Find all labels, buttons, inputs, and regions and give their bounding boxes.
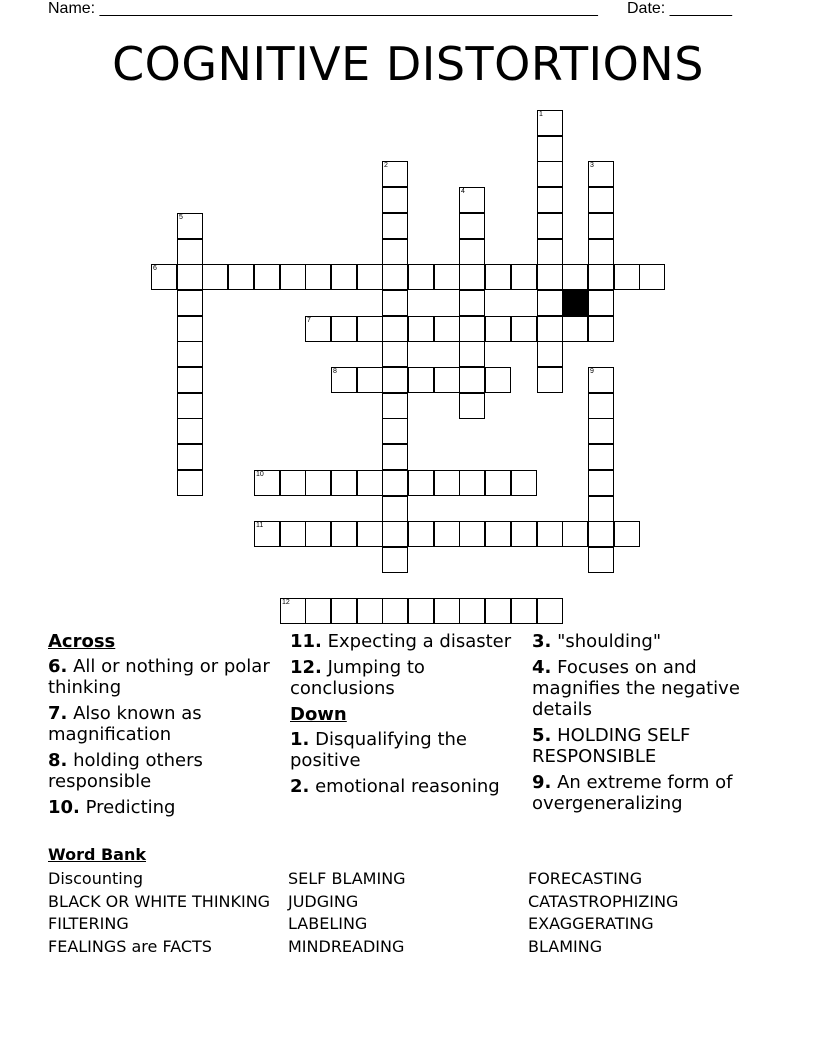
crossword-cell[interactable] [485, 521, 511, 547]
crossword-cell[interactable] [459, 187, 485, 213]
crossword-cell[interactable] [459, 290, 485, 316]
word-bank-column-2 [288, 868, 406, 959]
crossword-cell[interactable] [382, 444, 408, 470]
crossword-cell[interactable] [511, 470, 537, 496]
crossword-cell[interactable] [254, 470, 280, 496]
crossword-cell[interactable] [305, 264, 331, 290]
word-bank-item: BLACK OR WHITE THINKING [48, 891, 271, 911]
crossword-cell[interactable] [434, 264, 460, 290]
crossword-cell[interactable] [459, 367, 485, 393]
crossword-cell[interactable] [537, 213, 563, 239]
crossword-cell[interactable] [177, 239, 203, 265]
crossword-cell[interactable] [331, 470, 357, 496]
clue-number: 7 [307, 317, 311, 324]
crossword-cell[interactable] [511, 598, 537, 624]
crossword-cell[interactable] [305, 521, 331, 547]
crossword-cell[interactable] [537, 290, 563, 316]
crossword-cell[interactable] [202, 264, 228, 290]
crossword-cell[interactable] [254, 264, 280, 290]
clue-down-1: 1. Disqualifying the positive [290, 729, 467, 771]
word-bank-column-3 [528, 868, 678, 959]
clue-number: 8 [333, 368, 337, 375]
crossword-cell[interactable] [305, 470, 331, 496]
clue-number: 10 [256, 471, 264, 478]
clue-across-10: 10. Predicting [48, 797, 176, 818]
crossword-cell[interactable] [588, 521, 614, 547]
crossword-cell[interactable] [408, 470, 434, 496]
crossword-cell[interactable] [537, 136, 563, 162]
crossword-cell[interactable] [357, 264, 383, 290]
crossword-cell[interactable] [331, 521, 357, 547]
crossword-cell[interactable] [331, 264, 357, 290]
word-bank-item: LABELING [288, 914, 368, 934]
crossword-cell[interactable] [382, 239, 408, 265]
crossword-cell[interactable] [485, 264, 511, 290]
crossword-cell[interactable] [588, 444, 614, 470]
crossword-cell[interactable] [537, 239, 563, 265]
crossword-cell[interactable] [537, 367, 563, 393]
crossword-cell[interactable] [331, 367, 357, 393]
crossword-cell[interactable] [280, 264, 306, 290]
crossword-cell[interactable] [357, 521, 383, 547]
crossword-cell[interactable] [511, 316, 537, 342]
crossword-cell[interactable] [382, 316, 408, 342]
crossword-cell[interactable] [537, 521, 563, 547]
word-bank-item: BLAMING [528, 937, 603, 957]
crossword-cell[interactable] [434, 316, 460, 342]
crossword-cell[interactable] [562, 264, 588, 290]
crossword-cell[interactable] [588, 418, 614, 444]
crossword-cell[interactable] [408, 521, 434, 547]
crossword-cell[interactable] [537, 341, 563, 367]
crossword-cell[interactable] [459, 341, 485, 367]
crossword-cell[interactable] [280, 470, 306, 496]
crossword-cell[interactable] [588, 187, 614, 213]
page-title: COGNITIVE DISTORTIONS [112, 37, 704, 91]
crossword-cell[interactable] [382, 264, 408, 290]
crossword-cell[interactable] [408, 598, 434, 624]
crossword-cell[interactable] [305, 316, 331, 342]
word-bank-item: MINDREADING [288, 937, 405, 957]
crossword-cell[interactable] [177, 418, 203, 444]
crossword-cell[interactable] [382, 367, 408, 393]
crossword-cell[interactable] [382, 598, 408, 624]
crossword-cell[interactable] [537, 161, 563, 187]
crossword-cell[interactable] [254, 521, 280, 547]
across-heading: Across [48, 631, 116, 652]
crossword-cell[interactable] [382, 418, 408, 444]
crossword-cell[interactable] [357, 316, 383, 342]
word-bank-item: Discounting [48, 869, 143, 888]
crossword-cell[interactable] [588, 547, 614, 573]
word-bank-title: Word Bank [48, 845, 147, 864]
clue-number: 11 [256, 522, 264, 529]
crossword-cell[interactable] [382, 521, 408, 547]
crossword-cell[interactable] [305, 598, 331, 624]
crossword-cell[interactable] [614, 264, 640, 290]
clue-across-7: 7. Also known as magnification [48, 703, 202, 745]
clues-column-1 [48, 631, 278, 823]
clue-number: 1 [539, 111, 543, 118]
crossword-cell[interactable] [537, 264, 563, 290]
crossword-cell[interactable] [639, 264, 665, 290]
crossword-cell[interactable] [357, 598, 383, 624]
crossword-cell[interactable] [537, 187, 563, 213]
name-field[interactable]: Name: ________________________________________________________ [48, 0, 598, 17]
crossword-cell[interactable] [357, 470, 383, 496]
crossword-cell[interactable] [537, 110, 563, 136]
clues-column-2 [290, 631, 525, 802]
crossword-cell[interactable] [459, 213, 485, 239]
crossword-cell[interactable] [382, 496, 408, 522]
clue-down-2: 2. emotional reasoning [290, 776, 500, 797]
crossword-cell[interactable] [459, 264, 485, 290]
word-bank-item: CATASTROPHIZING [528, 891, 679, 911]
crossword-cell[interactable] [357, 367, 383, 393]
crossword-cell[interactable] [459, 521, 485, 547]
crossword-cell[interactable] [434, 598, 460, 624]
crossword-cell[interactable] [511, 264, 537, 290]
crossword-cell[interactable] [382, 341, 408, 367]
crossword-cell[interactable] [588, 290, 614, 316]
crossword-cell[interactable] [382, 290, 408, 316]
crossword-cell[interactable] [228, 264, 254, 290]
clue-down-4: 4. Focuses on and magnifies the negative details [532, 657, 740, 720]
crossword-cell[interactable] [382, 470, 408, 496]
clue-across-11: 11. Expecting a disaster [290, 631, 512, 652]
word-bank-item: FEALINGS are FACTS [48, 937, 212, 957]
crossword-cell[interactable] [562, 521, 588, 547]
crossword-cell[interactable] [485, 470, 511, 496]
date-field[interactable]: Date: _______ [627, 0, 732, 17]
crossword-cell[interactable] [434, 521, 460, 547]
clue-across-6: 6. All or nothing or polar thinking [48, 656, 270, 698]
crossword-cell[interactable] [408, 367, 434, 393]
clue-number: 4 [461, 188, 465, 195]
clue-across-8: 8. holding others responsible [48, 750, 203, 792]
clue-across-12: 12. Jumping to conclusions [290, 657, 425, 699]
crossword-cell[interactable] [459, 239, 485, 265]
crossword-cell[interactable] [331, 316, 357, 342]
clue-number: 3 [590, 162, 594, 169]
crossword-cell[interactable] [382, 161, 408, 187]
crossword-cell[interactable] [331, 598, 357, 624]
crossword-cell[interactable] [459, 316, 485, 342]
word-bank-item: FORECASTING [528, 869, 643, 888]
crossword-cell[interactable] [177, 316, 203, 342]
crossword-cell[interactable] [485, 316, 511, 342]
clue-number: 2 [384, 162, 388, 169]
word-bank-item: SELF BLAMING [288, 869, 406, 888]
crossword-cell[interactable] [177, 444, 203, 470]
clue-down-3: 3. "shoulding" [532, 631, 662, 652]
clues-column-3 [532, 631, 772, 819]
crossword-cell[interactable] [588, 161, 614, 187]
crossword-cell[interactable] [177, 341, 203, 367]
crossword-cell[interactable] [177, 264, 203, 290]
down-heading: Down [290, 704, 347, 725]
crossword-cell[interactable] [459, 470, 485, 496]
clue-number: 6 [153, 265, 157, 272]
crossword-cell[interactable] [485, 598, 511, 624]
crossword-cell[interactable] [588, 316, 614, 342]
word-bank-item: FILTERING [48, 914, 129, 934]
crossword-cell[interactable] [588, 239, 614, 265]
crossword-cell[interactable] [177, 290, 203, 316]
crossword-black-cell [562, 290, 588, 316]
crossword-cell[interactable] [459, 598, 485, 624]
crossword-cell[interactable] [280, 521, 306, 547]
crossword-cell[interactable] [177, 393, 203, 419]
crossword-cell[interactable] [588, 213, 614, 239]
crossword-cell[interactable] [151, 264, 177, 290]
crossword-cell[interactable] [511, 521, 537, 547]
crossword-cell[interactable] [588, 367, 614, 393]
word-bank-column-1 [48, 868, 270, 959]
crossword-cell[interactable] [408, 316, 434, 342]
crossword-cell[interactable] [434, 470, 460, 496]
crossword-cell[interactable] [485, 367, 511, 393]
crossword-cell[interactable] [177, 213, 203, 239]
crossword-cell[interactable] [588, 393, 614, 419]
clue-number: 12 [282, 599, 290, 606]
crossword-cell[interactable] [382, 393, 408, 419]
word-bank-item: JUDGING [288, 891, 359, 911]
crossword-cell[interactable] [408, 264, 434, 290]
crossword-cell[interactable] [434, 367, 460, 393]
crossword-cell[interactable] [614, 521, 640, 547]
crossword-cell[interactable] [588, 496, 614, 522]
crossword-cell[interactable] [588, 470, 614, 496]
crossword-cell[interactable] [588, 264, 614, 290]
clue-down-9: 9. An extreme form of overgeneralizing [532, 772, 733, 814]
crossword-cell[interactable] [537, 598, 563, 624]
crossword-cell[interactable] [562, 316, 588, 342]
crossword-cell[interactable] [537, 316, 563, 342]
crossword-cell[interactable] [382, 547, 408, 573]
word-bank-item: EXAGGERATING [528, 914, 654, 934]
clue-number: 9 [590, 368, 594, 375]
crossword-cell[interactable] [177, 470, 203, 496]
crossword-cell[interactable] [177, 367, 203, 393]
crossword-cell[interactable] [280, 598, 306, 624]
clue-number: 5 [179, 214, 183, 221]
clue-down-5: 5. HOLDING SELF RESPONSIBLE [532, 725, 691, 767]
crossword-cell[interactable] [382, 213, 408, 239]
crossword-cell[interactable] [459, 393, 485, 419]
crossword-cell[interactable] [382, 187, 408, 213]
